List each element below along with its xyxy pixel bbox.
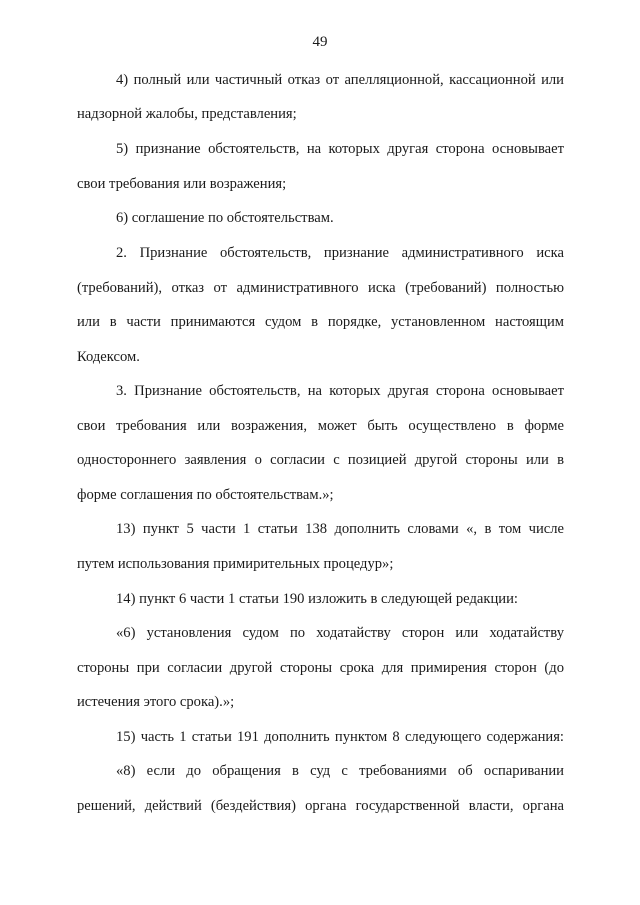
page-number: 49 [312, 34, 328, 50]
text-line: 15) часть 1 статьи 191 дополнить пунктом 8 следующего содержания: [116, 729, 564, 745]
text-line: Кодексом. [77, 349, 140, 365]
text-line: форме соглашения по обстоятельствам.»; [77, 487, 334, 503]
text-line: свои требования или возражения; [77, 176, 287, 192]
text-line: 3. Признание обстоятельств, на которых другая сторона основывает [116, 383, 564, 399]
text-line: одностороннего заявления о согласии с позицией другой стороны или в [77, 452, 564, 468]
text-line: надзорной жалобы, представления; [77, 106, 297, 122]
text-line: или в части принимаются судом в порядке, установленном настоящим [77, 314, 564, 330]
text-line: «6) установления судом по ходатайству сторон или ходатайству [116, 625, 564, 641]
text-line: 5) признание обстоятельств, на которых другая сторона основывает [116, 141, 564, 157]
text-line: 13) пункт 5 части 1 статьи 138 дополнить словами «, в том числе [116, 521, 564, 537]
text-line: 14) пункт 6 части 1 статьи 190 изложить в следующей редакции: [116, 591, 518, 607]
text-line: «8) если до обращения в суд с требованиями об оспаривании [116, 763, 564, 779]
text-line: стороны при согласии другой стороны срока для примирения сторон (до [77, 660, 564, 676]
text-line: свои требования или возражения, может быть осуществлено в форме [77, 418, 564, 434]
text-line: решений, действий (бездействия) органа государственной власти, органа [77, 798, 564, 814]
text-line: 4) полный или частичный отказ от апелляционной, кассационной или [116, 72, 564, 88]
text-line: путем использования примирительных процедур»; [77, 556, 394, 572]
text-line: 2. Признание обстоятельств, признание административного иска [116, 245, 564, 261]
text-line: истечения этого срока).»; [77, 694, 235, 710]
text-line: (требований), отказ от административного иска (требований) полностью [77, 280, 564, 296]
text-line: 6) соглашение по обстоятельствам. [116, 210, 334, 226]
